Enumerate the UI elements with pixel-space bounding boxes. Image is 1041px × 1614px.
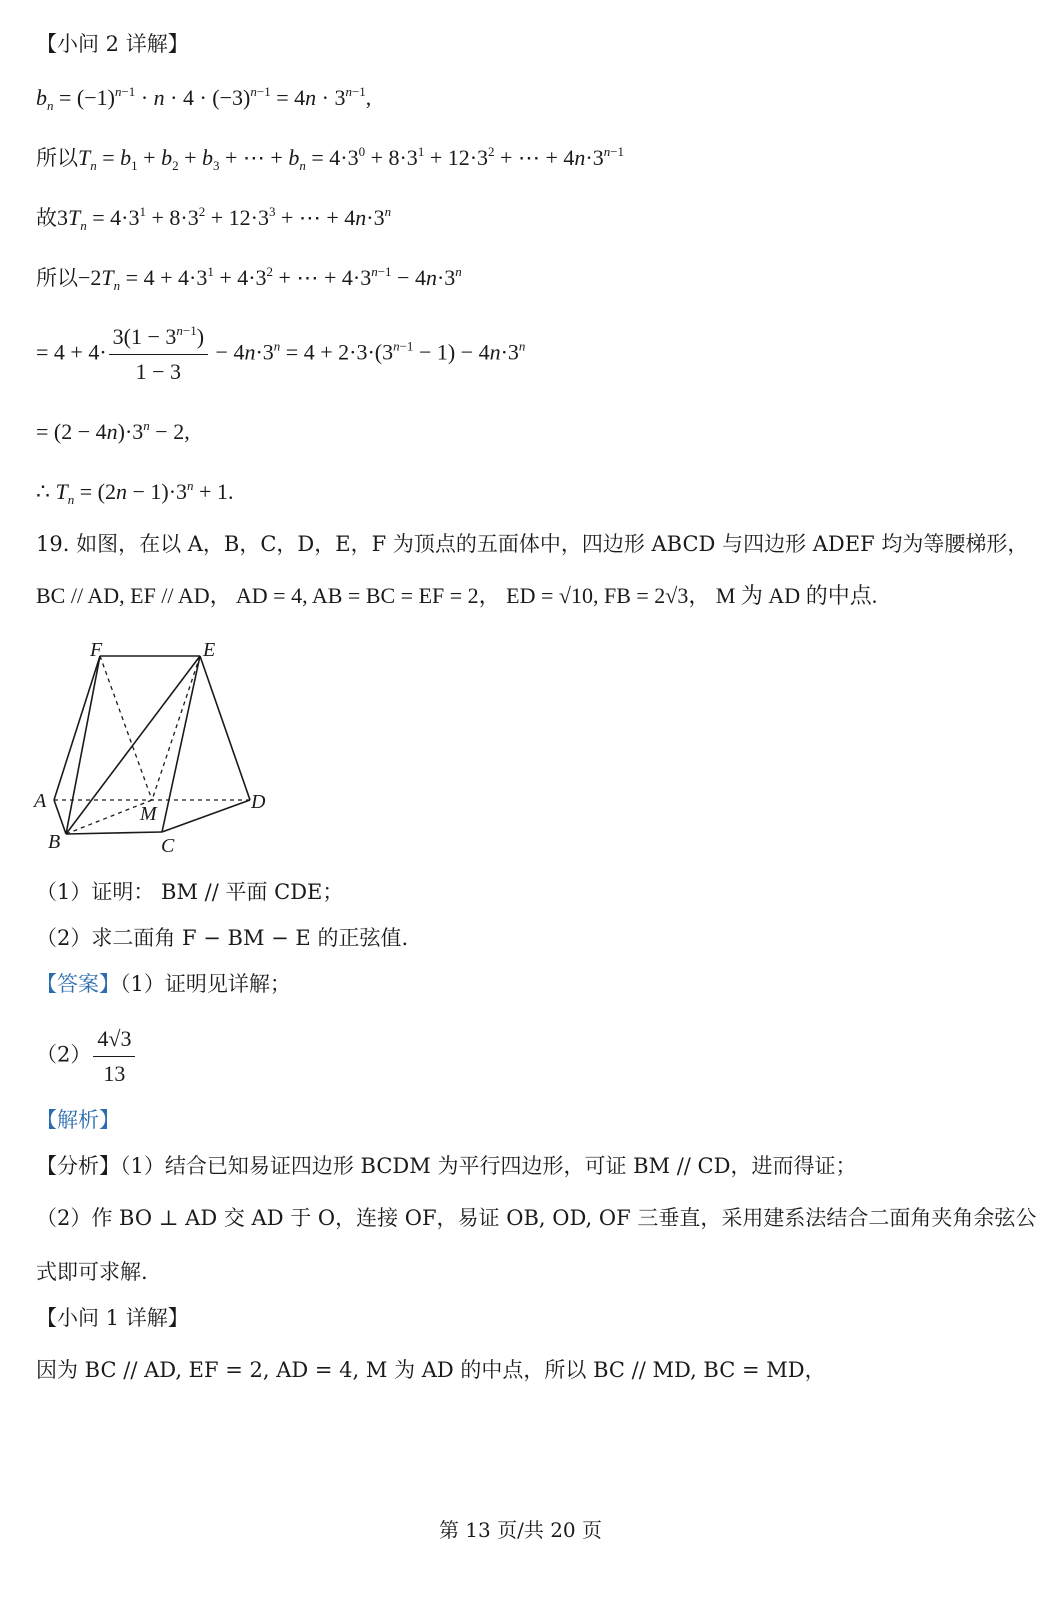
page-footer: 第 13 页/共 20 页 — [438, 1518, 603, 1542]
label-D: D — [251, 791, 266, 813]
label-B: B — [48, 831, 61, 853]
fenxi-line-1: 【分析】（1）结合已知易证四边形 BCDM 为平行四边形，可证 BM // CD，进而得证； — [36, 1154, 857, 1178]
question-19-line2: BC // AD, EF // AD， AD = 4, AB = BC = EF = 2， ED = √10, FB = 2√3， M 为 AD 的中点. — [36, 583, 878, 608]
fraction: $\frac{3(1 - 3^{n-1})}{1 - 3}$ — [109, 322, 208, 387]
fenxi-line-3: 式即可求解. — [36, 1260, 148, 1284]
sub1-text: 因为 BC // AD, EF = 2, AD = 4, M 为 AD 的中点，所以 BC // MD, BC = MD， — [36, 1358, 826, 1382]
equation-simplified: = $(2 - 4n)\cdot 3^n - 2$, — [36, 418, 190, 444]
label-A: A — [34, 790, 47, 812]
equation-minus2tn: 所以$-2T_n = 4 + 4\cdot 3^1 + 4\cdot 3^2$ + ⋯ + $4\cdot 3^{n-1} - 4n\cdot 3^n$ — [36, 264, 462, 293]
edge-CD — [162, 800, 250, 832]
label-C: C — [161, 835, 175, 857]
label-M: M — [140, 803, 157, 825]
label-E: E — [203, 639, 216, 661]
edge-AB — [54, 800, 66, 834]
sub2-header: 【小问 2 详解】 — [36, 32, 189, 56]
fenxi-tag: 【分析】 — [36, 1154, 120, 1178]
edge-BC — [66, 832, 162, 834]
equation-3tn: 故$3T_n = 4\cdot 3^1 + 8\cdot 3^2 + 12\cdot 3^3$ + ⋯ + $4n\cdot 3^n$ — [36, 204, 392, 233]
equation-result: ∴ $T_n = (2n - 1)\cdot 3^n + 1$. — [36, 478, 234, 507]
part-2: （2）求二面角 F − BM − E 的正弦值. — [36, 926, 409, 950]
eq3-prefix: 故 — [36, 206, 57, 230]
equation-tn-sum: 所以$T_n = b_1 + b_2 + b_3$ + ⋯ + $b_n = 4\cdot 3^0 + 8\cdot 3^1 + 12\cdot 3^2$ + ⋯ + $4n\cdot 3^{n-1}$ — [36, 144, 625, 173]
answer-line-1: 【答案】（1）证明见详解； — [36, 972, 291, 996]
sub1-header: 【小问 1 详解】 — [36, 1306, 189, 1330]
label-F: F — [90, 639, 103, 661]
analysis-tag: 【解析】 — [36, 1108, 120, 1132]
part-1: （1）证明： BM // 平面 CDE； — [36, 880, 344, 904]
question-19-line1: 19. 如图，在以 A，B，C，D，E，F 为顶点的五面体中，四边形 ABCD 与四边形 ADEF 均为等腰梯形， — [36, 532, 1029, 556]
fenxi-line-2: （2）作 BO ⊥ AD 交 AD 于 O，连接 OF，易证 OB, OD, OF 三垂直，采用建系法结合二面角夹角余弦公 — [36, 1206, 1037, 1230]
equation-geometric-sum: = 4 + 4· $\frac{3(1 - 3^{n-1})}{1 - 3}$ − $4n\cdot 3^n = 4 + 2\cdot 3\cdot(3^{n-1} - 1) - 4n\cdot 3^n$ — [36, 322, 525, 387]
answer-tag: 【答案】 — [36, 972, 120, 996]
answer-fraction: $\frac{4√3}{13}$ — [93, 1024, 135, 1089]
answer-line-2: （2） $\frac{4√3}{13}$ — [36, 1024, 137, 1089]
equation-bn: $b_n = (-1)^{n-1} \cdot n \cdot 4 \cdot (-3)^{n-1} = 4n \cdot 3^{n-1}$, — [36, 84, 372, 113]
edge-EM-hidden — [152, 656, 200, 800]
eq2-prefix: 所以 — [36, 146, 78, 170]
eq4-prefix: 所以 — [36, 266, 78, 290]
pentahedron-figure — [30, 636, 280, 858]
edge-ED — [200, 656, 250, 800]
